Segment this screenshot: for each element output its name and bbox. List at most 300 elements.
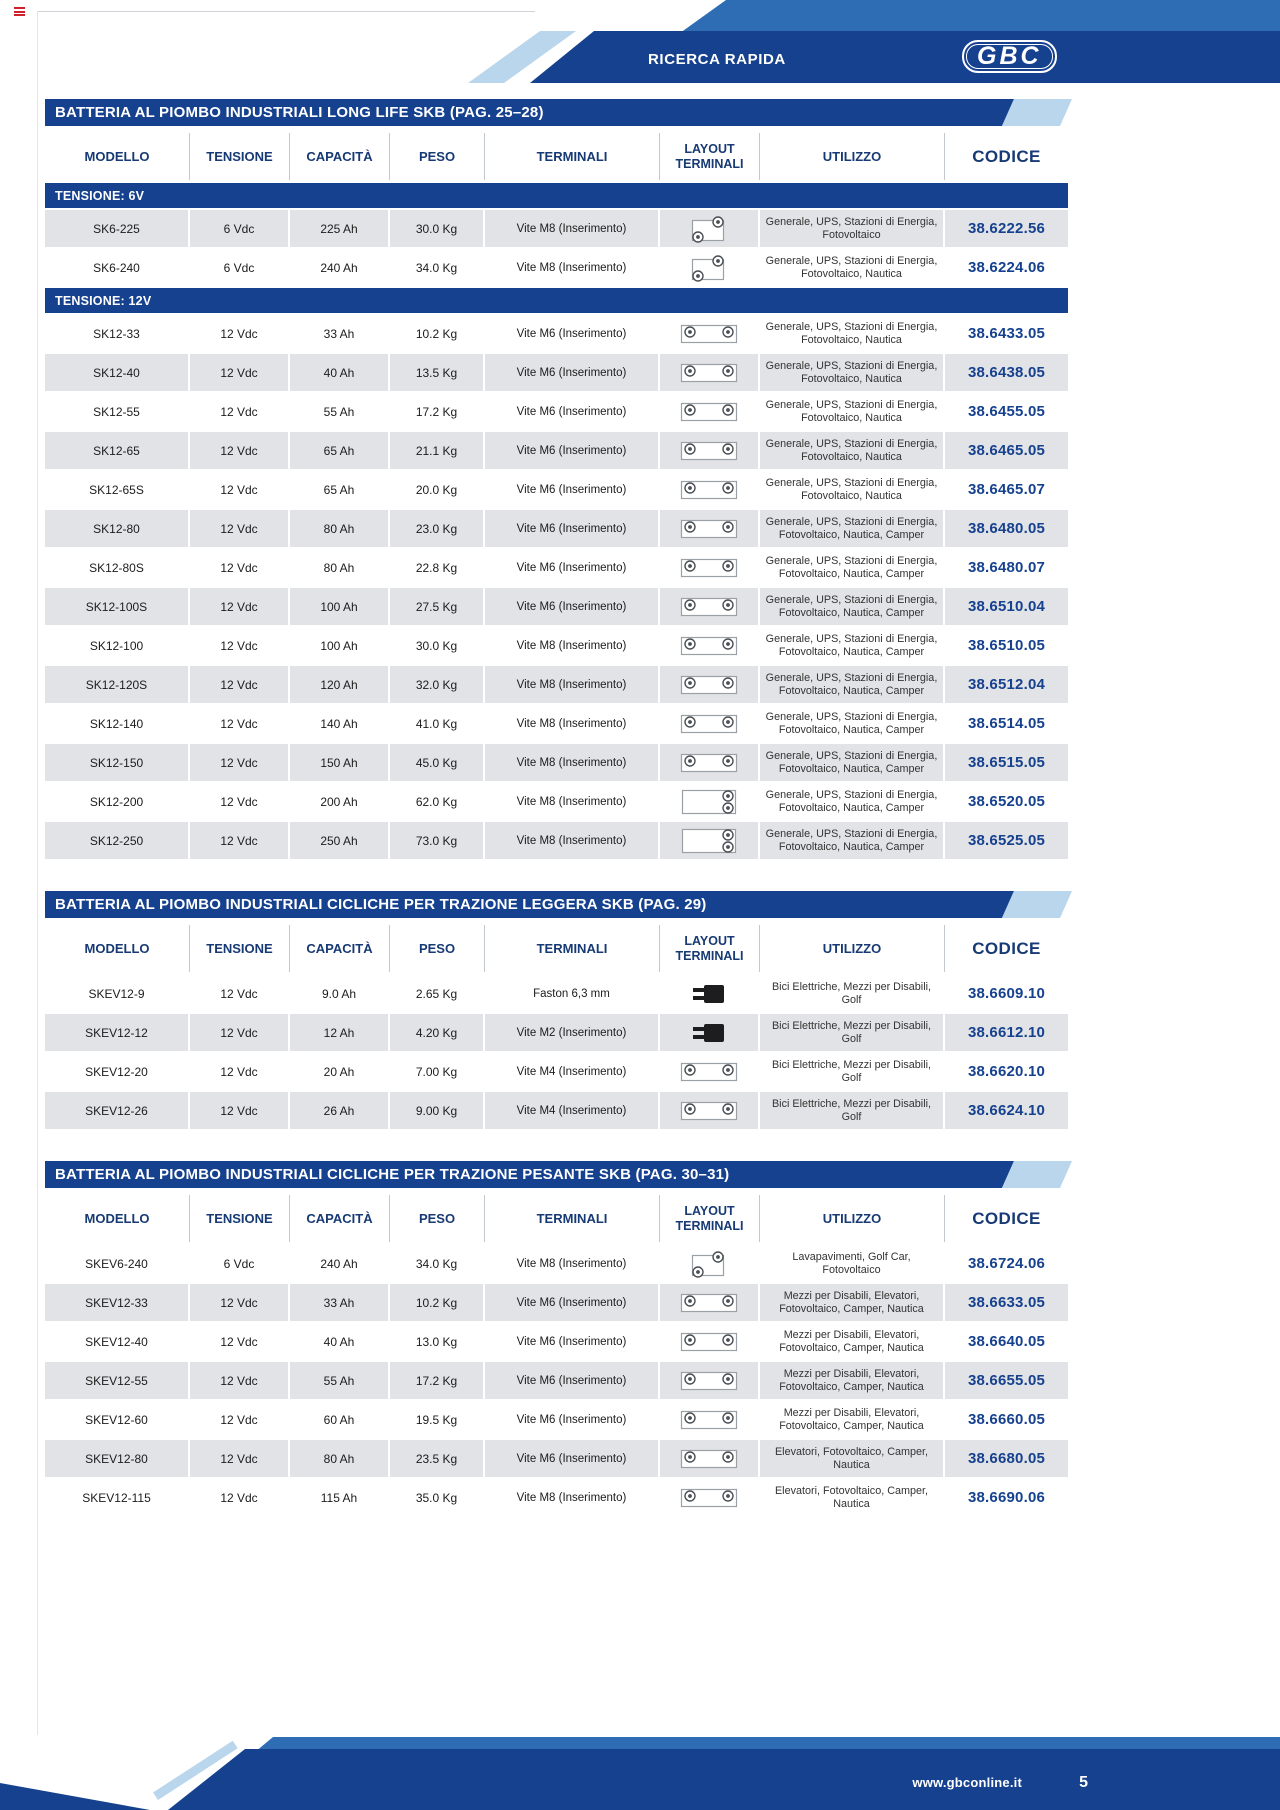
cell-modello-text: SK12-40 [93,365,140,380]
cell-peso [390,1284,485,1321]
cell-utilizzo-text: Mezzi per Disabili, Elevatori, Fotovoltaico, Camper, Nautica [779,1406,924,1432]
cell-peso [390,744,485,781]
cell-terminali-text: Vite M6 (Inserimento) [516,1374,627,1387]
cell-peso [390,705,485,742]
cell-modello [45,315,190,352]
column-header-label: MODELLO [84,941,150,956]
cell-capacita-text: 80 Ah [323,521,355,536]
terminal-layout-top-pair-icon [680,323,738,345]
cell-tensione [190,1053,290,1090]
cell-modello-text: SK12-100 [89,638,144,653]
cell-terminali [485,354,660,391]
column-header-label: MODELLO [84,1211,150,1226]
cell-codice-text: 38.6624.10 [967,1102,1046,1119]
cell-utilizzo [760,1323,945,1360]
table-row [45,1014,1068,1051]
cell-codice [945,627,1068,664]
cell-peso-text: 30.0 Kg [415,638,458,653]
cell-peso [390,510,485,547]
table-title: BATTERIA AL PIOMBO INDUSTRIALI LONG LIFE SKB (PAG. 25–28) [55,104,544,121]
cell-codice [945,210,1068,247]
cell-peso [390,1245,485,1282]
cell-tensione-text: 12 Vdc [220,1334,258,1349]
cell-codice [945,783,1068,820]
cell-terminali [485,822,660,859]
cell-peso-text: 4.20 Kg [415,1025,458,1040]
cell-codice [945,432,1068,469]
cell-utilizzo [760,1401,945,1438]
cell-terminali-text: Vite M8 (Inserimento) [516,756,627,769]
cell-capacita-text: 40 Ah [323,1334,355,1349]
cell-layout [660,432,760,469]
voltage-section-label: TENSIONE: 6V [55,188,145,203]
cell-utilizzo [760,1479,945,1516]
cell-peso-text: 34.0 Kg [415,1256,458,1271]
cell-modello-text: SK12-200 [89,794,144,809]
cell-terminali-text: Vite M4 (Inserimento) [516,1065,627,1078]
cell-tensione [190,210,290,247]
cell-capacita-text: 240 Ah [320,1256,358,1271]
cell-utilizzo-text: Generale, UPS, Stazioni di Energia, Fotovoltaico, Nautica [765,398,938,424]
cell-modello [45,1323,190,1360]
cell-codice [945,249,1068,286]
cell-utilizzo [760,549,945,586]
cell-tensione-text: 12 Vdc [220,1412,258,1427]
cell-terminali [485,549,660,586]
cell-modello [45,822,190,859]
cell-codice [945,822,1068,859]
cell-capacita-text: 120 Ah [320,677,358,692]
cell-codice [945,744,1068,781]
cell-capacita-text: 55 Ah [323,1373,355,1388]
terminal-layout-top-pair-icon [680,440,738,462]
cell-modello-text: SK12-100S [85,599,148,614]
cell-utilizzo [760,1014,945,1051]
cell-codice [945,471,1068,508]
column-header-layout [660,133,760,180]
cell-modello [45,432,190,469]
cell-tensione [190,1479,290,1516]
cell-tensione-text: 12 Vdc [220,560,258,575]
cell-tensione-text: 12 Vdc [220,443,258,458]
cell-modello-text: SK6-240 [93,260,140,275]
catalog-table [45,891,1068,1129]
cell-tensione [190,1092,290,1129]
cell-modello [45,783,190,820]
cell-codice [945,588,1068,625]
table-row [45,627,1068,664]
cell-capacita [290,822,390,859]
cell-capacita [290,1362,390,1399]
cell-utilizzo [760,705,945,742]
cell-modello-text: SK12-140 [89,716,144,731]
cell-capacita [290,588,390,625]
cell-terminali-text: Vite M8 (Inserimento) [516,795,627,808]
cell-utilizzo-text: Generale, UPS, Stazioni di Energia, Fotovoltaico, Nautica, Camper [765,710,938,736]
column-header-capacita [290,925,390,972]
cell-tensione-text: 12 Vdc [220,482,258,497]
cell-utilizzo [760,627,945,664]
cell-utilizzo-text: Generale, UPS, Stazioni di Energia, Fotovoltaico, Nautica [765,476,938,502]
cell-tensione-text: 12 Vdc [220,1103,258,1118]
column-header-label: PESO [418,1211,456,1226]
cell-modello-text: SKEV6-240 [85,1256,148,1271]
cell-modello [45,249,190,286]
cell-capacita [290,471,390,508]
cell-layout [660,822,760,859]
cell-modello [45,471,190,508]
cell-utilizzo [760,783,945,820]
column-header-label: CODICE [972,938,1041,958]
column-header-peso [390,1195,485,1242]
banner-navy-band [530,31,1280,83]
cell-tensione-text: 12 Vdc [220,1373,258,1388]
cell-layout [660,210,760,247]
cell-modello-text: SKEV12-9 [88,986,145,1001]
left-page-rule [37,11,38,1735]
column-header-label: MODELLO [84,149,150,164]
cell-modello-text: SK12-120S [85,677,148,692]
cell-utilizzo [760,1092,945,1129]
table-row [45,393,1068,430]
cell-utilizzo [760,210,945,247]
table-row [45,354,1068,391]
footer-corner-triangle [0,1783,150,1810]
cell-utilizzo [760,1245,945,1282]
cell-peso-text: 21.1 Kg [415,443,458,458]
cell-utilizzo [760,822,945,859]
cell-codice [945,549,1068,586]
cell-peso [390,1479,485,1516]
cell-capacita [290,975,390,1012]
quick-search-label: RICERCA RAPIDA [648,51,786,68]
table-row [45,1092,1068,1129]
page-number: 5 [1079,1774,1088,1791]
cell-peso [390,354,485,391]
cell-modello [45,975,190,1012]
column-header-layout [660,1195,760,1242]
cell-peso-text: 10.2 Kg [415,326,458,341]
cell-utilizzo-text: Generale, UPS, Stazioni di Energia, Fotovoltaico, Nautica [765,320,938,346]
cell-peso-text: 32.0 Kg [415,677,458,692]
cell-terminali [485,666,660,703]
cell-peso-text: 7.00 Kg [415,1064,458,1079]
cell-codice-text: 38.6512.04 [967,676,1046,693]
banner-blue-stripe [680,0,1280,33]
table-row [45,975,1068,1012]
cell-terminali-text: Vite M6 (Inserimento) [516,405,627,418]
column-header-label: UTILIZZO [822,1211,882,1226]
cell-terminali-text: Vite M8 (Inserimento) [516,834,627,847]
cell-modello-text: SK12-150 [89,755,144,770]
cell-utilizzo [760,249,945,286]
cell-capacita [290,432,390,469]
table-header-row [45,133,1068,180]
cell-codice [945,315,1068,352]
cell-codice-text: 38.6438.05 [967,364,1046,381]
cell-codice [945,1440,1068,1477]
cell-layout [660,1245,760,1282]
cell-modello-text: SKEV12-33 [85,1295,148,1310]
cell-terminali-text: Vite M6 (Inserimento) [516,1335,627,1348]
cell-terminali [485,1092,660,1129]
cell-capacita [290,549,390,586]
cell-peso [390,432,485,469]
cell-codice-text: 38.6222.56 [967,220,1046,237]
terminal-layout-top-pair-icon [680,518,738,540]
cell-modello [45,1014,190,1051]
column-header-modello [45,133,190,180]
cell-codice [945,1284,1068,1321]
cell-utilizzo [760,1284,945,1321]
column-header-label: CAPACITÀ [306,941,373,956]
cell-capacita-text: 65 Ah [323,443,355,458]
cell-terminali [485,588,660,625]
cell-peso [390,975,485,1012]
cell-terminali [485,975,660,1012]
cell-modello-text: SK12-65S [89,482,144,497]
cell-codice [945,666,1068,703]
cell-modello [45,588,190,625]
menu-icon [14,7,25,18]
cell-peso-text: 45.0 Kg [415,755,458,770]
cell-terminali [485,249,660,286]
table-title-bar [45,891,1068,918]
terminal-layout-top-pair-icon [680,713,738,735]
cell-peso [390,1092,485,1129]
cell-codice-text: 38.6620.10 [967,1063,1046,1080]
cell-terminali-text: Vite M8 (Inserimento) [516,1491,627,1504]
cell-utilizzo [760,666,945,703]
table-title: BATTERIA AL PIOMBO INDUSTRIALI CICLICHE PER TRAZIONE LEGGERA SKB (PAG. 29) [55,896,707,913]
cell-codice-text: 38.6724.06 [967,1255,1046,1272]
terminal-layout-diagonal-icon [689,1249,729,1279]
cell-capacita-text: 100 Ah [320,599,358,614]
terminal-layout-top-pair-icon [680,1100,738,1122]
cell-terminali-text: Vite M6 (Inserimento) [516,522,627,535]
column-header-utilizzo [760,925,945,972]
column-header-utilizzo [760,1195,945,1242]
column-header-codice [945,1195,1068,1242]
table-row [45,1440,1068,1477]
cell-terminali-text: Vite M6 (Inserimento) [516,444,627,457]
website-link[interactable]: www.gbconline.it [912,1775,1022,1790]
table-row [45,549,1068,586]
cell-peso [390,1014,485,1051]
cell-peso [390,393,485,430]
terminal-layout-diagonal-icon [689,253,729,283]
cell-capacita-text: 100 Ah [320,638,358,653]
column-header-peso [390,925,485,972]
cell-modello [45,1053,190,1090]
cell-tensione [190,393,290,430]
cell-terminali [485,1323,660,1360]
cell-utilizzo-text: Generale, UPS, Stazioni di Energia, Fotovoltaico, Nautica [765,359,938,385]
cell-modello-text: SK12-250 [89,833,144,848]
cell-modello [45,1440,190,1477]
cell-terminali-text: Vite M8 (Inserimento) [516,222,627,235]
cell-codice-text: 38.6515.05 [967,754,1046,771]
cell-peso [390,315,485,352]
cell-terminali [485,210,660,247]
cell-capacita [290,744,390,781]
terminal-layout-faston-icon [691,1022,727,1044]
cell-capacita-text: 33 Ah [323,1295,355,1310]
cell-modello [45,744,190,781]
cell-capacita-text: 20 Ah [323,1064,355,1079]
terminal-layout-top-pair-icon [680,674,738,696]
terminal-layout-top-pair-icon [680,1331,738,1353]
cell-peso-text: 23.0 Kg [415,521,458,536]
table-row [45,210,1068,247]
cell-layout [660,783,760,820]
cell-layout [660,627,760,664]
cell-utilizzo-text: Generale, UPS, Stazioni di Energia, Fotovoltaico, Nautica, Camper [765,749,938,775]
table-title: BATTERIA AL PIOMBO INDUSTRIALI CICLICHE PER TRAZIONE PESANTE SKB (PAG. 30–31) [55,1166,730,1183]
cell-peso [390,666,485,703]
column-header-label: CAPACITÀ [306,1211,373,1226]
cell-tensione-text: 12 Vdc [220,716,258,731]
cell-modello-text: SK12-65 [93,443,140,458]
cell-codice-text: 38.6480.05 [967,520,1046,537]
cell-modello [45,1245,190,1282]
cell-codice [945,1092,1068,1129]
cell-tensione-text: 12 Vdc [220,638,258,653]
cell-peso-text: 13.0 Kg [415,1334,458,1349]
cell-utilizzo [760,1362,945,1399]
cell-peso-text: 17.2 Kg [415,404,458,419]
cell-codice-text: 38.6609.10 [967,985,1046,1002]
cell-modello [45,1092,190,1129]
cell-codice [945,705,1068,742]
page-header [0,0,1280,95]
column-header-label: TERMINALI [536,1211,608,1226]
table-header-row [45,1195,1068,1242]
cell-utilizzo-text: Bici Elettriche, Mezzi per Disabili, Golf [771,1097,931,1123]
terminal-layout-right-pair-icon [680,827,738,855]
cell-tensione-text: 12 Vdc [220,833,258,848]
table-row [45,1053,1068,1090]
cell-terminali [485,1362,660,1399]
cell-terminali [485,432,660,469]
cell-tensione-text: 12 Vdc [220,599,258,614]
cell-peso [390,249,485,286]
cell-capacita-text: 80 Ah [323,560,355,575]
column-header-terminali [485,1195,660,1242]
cell-layout [660,393,760,430]
cell-terminali [485,393,660,430]
cell-codice [945,354,1068,391]
cell-tensione-text: 12 Vdc [220,404,258,419]
cell-tensione [190,1401,290,1438]
cell-modello [45,1362,190,1399]
cell-capacita-text: 225 Ah [320,221,358,236]
table-row [45,249,1068,286]
cell-peso-text: 41.0 Kg [415,716,458,731]
cell-capacita-text: 80 Ah [323,1451,355,1466]
cell-modello-text: SKEV12-12 [85,1025,148,1040]
cell-utilizzo-text: Generale, UPS, Stazioni di Energia, Fotovoltaico, Nautica, Camper [765,593,938,619]
column-header-label: PESO [418,149,456,164]
cell-peso-text: 22.8 Kg [415,560,458,575]
table-row [45,432,1068,469]
table-row [45,822,1068,859]
cell-codice [945,1245,1068,1282]
cell-layout [660,1401,760,1438]
column-header-label: TENSIONE [206,941,273,956]
cell-peso-text: 17.2 Kg [415,1373,458,1388]
column-header-label: UTILIZZO [822,941,882,956]
gbc-logo: GBC [962,40,1057,73]
cell-codice-text: 38.6680.05 [967,1450,1046,1467]
cell-peso-text: 35.0 Kg [415,1490,458,1505]
column-header-label: CODICE [972,1208,1041,1228]
cell-layout [660,1362,760,1399]
cell-utilizzo-text: Elevatori, Fotovoltaico, Camper, Nautica [774,1445,929,1471]
column-header-label: UTILIZZO [822,149,882,164]
cell-terminali-text: Faston 6,3 mm [533,987,610,1000]
terminal-layout-top-pair-icon [680,596,738,618]
cell-utilizzo-text: Mezzi per Disabili, Elevatori, Fotovoltaico, Camper, Nautica [779,1328,924,1354]
cell-modello-text: SK12-80 [93,521,140,536]
cell-terminali-text: Vite M8 (Inserimento) [516,717,627,730]
cell-utilizzo [760,588,945,625]
cell-terminali [485,1245,660,1282]
cell-tensione [190,744,290,781]
title-tail-shape [1002,1161,1072,1188]
terminal-layout-top-pair-icon [680,1370,738,1392]
column-header-layout [660,925,760,972]
cell-terminali [485,1284,660,1321]
cell-utilizzo [760,975,945,1012]
cell-capacita [290,1245,390,1282]
cell-utilizzo-text: Generale, UPS, Stazioni di Energia, Fotovoltaico, Nautica, Camper [765,788,938,814]
cell-terminali [485,510,660,547]
column-header-label: TERMINALI [536,941,608,956]
cell-terminali [485,705,660,742]
cell-terminali-text: Vite M4 (Inserimento) [516,1104,627,1117]
cell-codice-text: 38.6640.05 [967,1333,1046,1350]
cell-layout [660,471,760,508]
column-header-peso [390,133,485,180]
cell-tensione [190,471,290,508]
catalog-table [45,1161,1068,1516]
cell-capacita-text: 12 Ah [323,1025,355,1040]
cell-capacita [290,1014,390,1051]
cell-capacita-text: 33 Ah [323,326,355,341]
terminal-layout-top-pair-icon [680,1487,738,1509]
cell-tensione [190,1362,290,1399]
cell-tensione [190,549,290,586]
cell-modello [45,666,190,703]
cell-modello [45,510,190,547]
cell-utilizzo [760,354,945,391]
cell-layout [660,510,760,547]
cell-utilizzo-text: Lavapavimenti, Golf Car, Fotovoltaico [792,1250,911,1276]
cell-tensione [190,315,290,352]
cell-modello-text: SKEV12-55 [85,1373,148,1388]
column-header-terminali [485,133,660,180]
terminal-layout-top-pair-icon [680,479,738,501]
cell-capacita-text: 60 Ah [323,1412,355,1427]
column-header-tensione [190,925,290,972]
cell-utilizzo [760,510,945,547]
table-row [45,588,1068,625]
column-header-tensione [190,1195,290,1242]
table-header-row [45,925,1068,972]
terminal-layout-top-pair-icon [680,1292,738,1314]
cell-utilizzo [760,471,945,508]
